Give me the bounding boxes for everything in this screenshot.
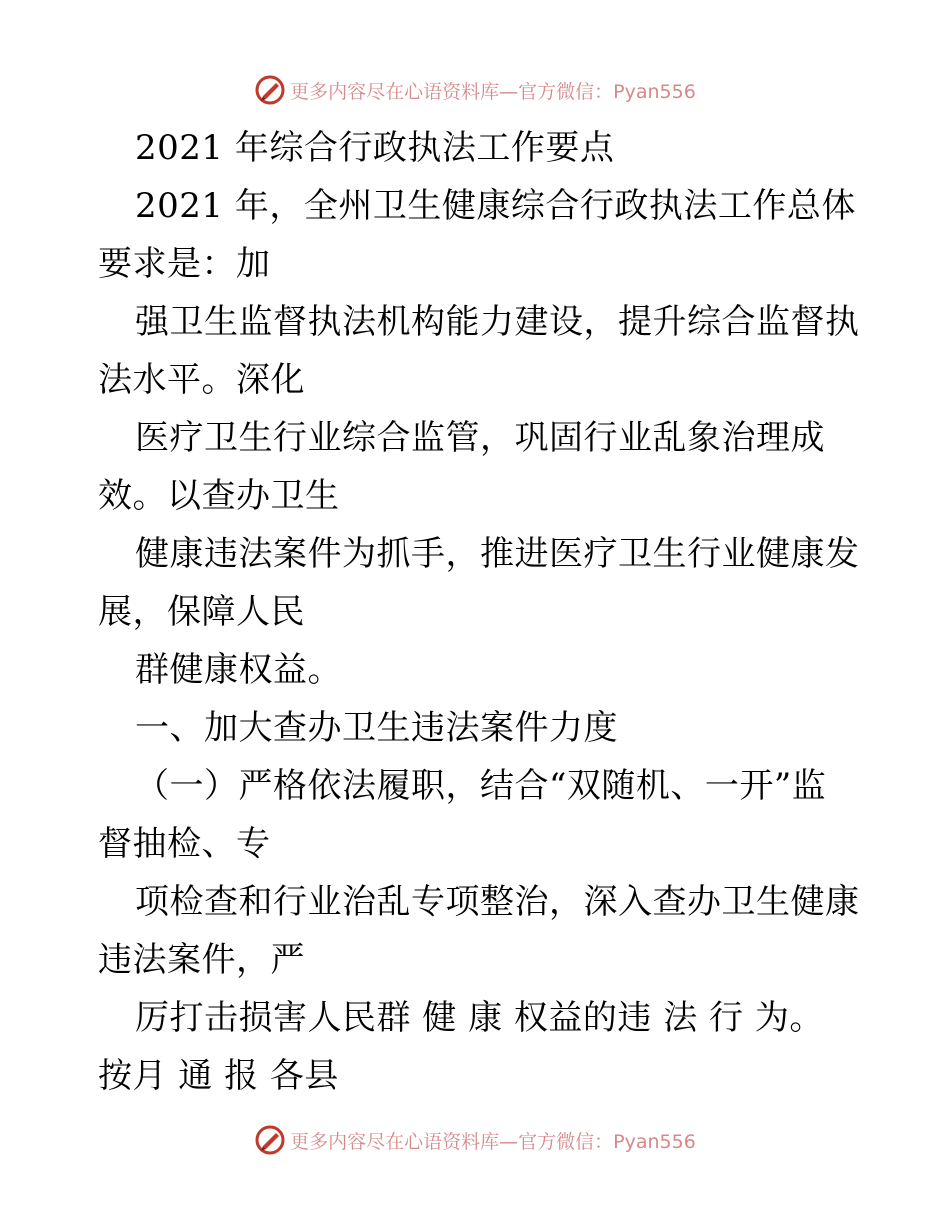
paragraph-line: 项检查和行业治乱专项整治，深入查办卫生健康 (135, 882, 860, 922)
paragraph-line: 厉打击损害人民群 健 康 权益的违 法 行 为。 (135, 998, 824, 1038)
doc-title: 2021 年综合行政执法工作要点 (135, 128, 615, 168)
paragraph-line: 违法案件，严 (98, 940, 305, 980)
watermark-text: 更多内容尽在心语资料库—官方微信：Pyan556 (290, 1130, 696, 1153)
paragraph-line: 展，保障人民 (98, 592, 305, 632)
paragraph-line: 要求是：加 (98, 244, 271, 284)
paragraph-line: （一）严格依法履职，结合“双随机、一开”监 (135, 766, 827, 806)
paragraph-line: 2021 年，全州卫生健康综合行政执法工作总体 (135, 186, 856, 226)
paragraph-line: 强卫生监督执法机构能力建设，提升综合监督执 (135, 302, 860, 342)
watermark-banner-top (0, 70, 950, 110)
watermark-text: 更多内容尽在心语资料库—官方微信：Pyan556 (290, 80, 696, 103)
paragraph-line: 按月 通 报 各县 (98, 1056, 339, 1096)
paragraph-line: 群健康权益。 (135, 650, 342, 690)
pen-logo-icon (254, 1124, 286, 1156)
paragraph-line: 法水平。深化 (98, 360, 305, 400)
section-heading: 一、加大查办卫生违法案件力度 (135, 708, 618, 748)
pen-logo-icon (254, 74, 286, 106)
paragraph-line: 督抽检、专 (98, 824, 271, 864)
paragraph-line: 健康违法案件为抓手，推进医疗卫生行业健康发 (135, 534, 860, 574)
paragraph-line: 医疗卫生行业综合监管，巩固行业乱象治理成 (135, 418, 825, 458)
paragraph-line: 效。以查办卫生 (98, 476, 340, 516)
watermark-banner-bottom (0, 1120, 950, 1160)
